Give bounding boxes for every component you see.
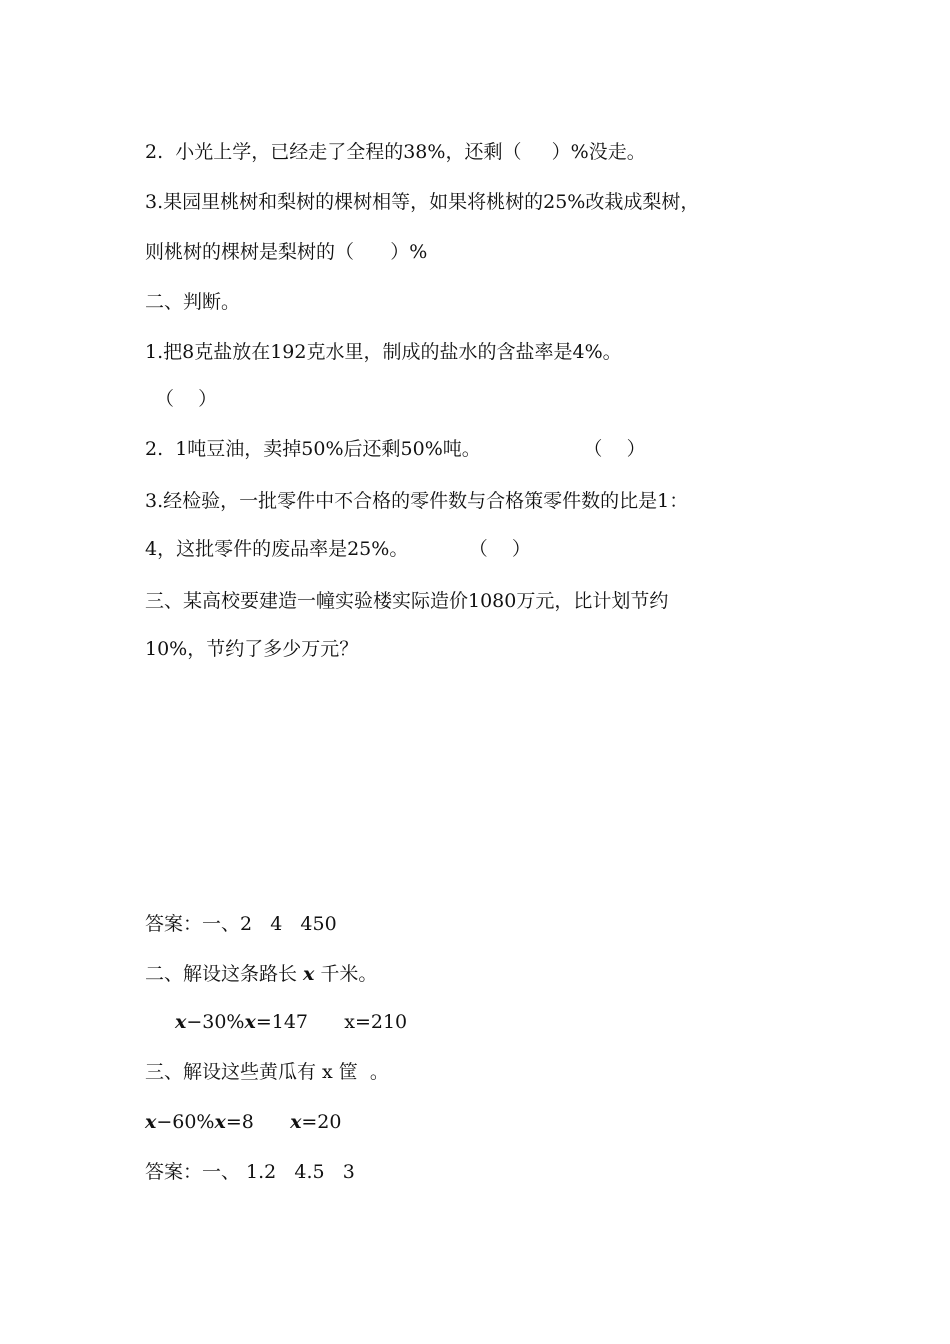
question-2-1-answer-blank: （ ） [155,388,218,410]
section-3-line-1: 三、某高校要建造一幢实验楼实际造价1080万元，比计划节约 [145,590,669,612]
question-2-2: 2. 1吨豆油，卖掉50%后还剩50%吨。 （ ） [145,438,646,460]
variable-x: x [290,1111,302,1133]
answer-2-setup-unit: 千米。 [314,963,378,985]
equation-term: −60% [156,1111,215,1133]
equation-equals: =8 [225,1111,291,1133]
answer-section-3-equation [145,1110,342,1134]
question-2-3-line-1: 3.经检验，一批零件中不合格的零件数与合格策零件数的比是1： [145,490,689,512]
section-3-line-2: 10%，节约了多少万元？ [145,638,359,660]
answer-2-setup-text: 二、解设这条路长 [145,963,304,985]
variable-x: x [175,1011,187,1033]
question-1-3-line-2: 则桃树的棵树是梨树的（ ）% [145,241,428,263]
variable-x: x [214,1111,226,1133]
question-2-3-line-2: 4，这批零件的废品率是25%。 （ ） [145,538,531,560]
equation-result: =147 x=210 [255,1011,408,1033]
question-1-2: 2. 小光上学，已经走了全程的38%，还剩（ ）%没走。 [145,141,646,163]
answer-section-2-equation [175,1010,407,1034]
answer-final: 答案：一、 1.2 4.5 3 [145,1161,355,1183]
answer-section-1: 答案：一、2 4 450 [145,913,337,935]
question-1-3-line-1: 3.果园里桃树和梨树的棵树相等，如果将桃树的25%改栽成梨树， [145,191,700,213]
answer-section-2-setup [145,962,377,986]
equation-result: =20 [301,1111,342,1133]
section-2-heading: 二、判断。 [145,291,241,313]
variable-x: x [244,1011,256,1033]
question-2-1: 1.把8克盐放在192克水里，制成的盐水的含盐率是4%。 [145,341,622,363]
answer-section-3-setup: 三、解设这些黄瓜有 x 筐 。 [145,1061,389,1083]
equation-term: −30% [186,1011,245,1033]
variable-x: x [303,963,315,985]
variable-x: x [145,1111,157,1133]
